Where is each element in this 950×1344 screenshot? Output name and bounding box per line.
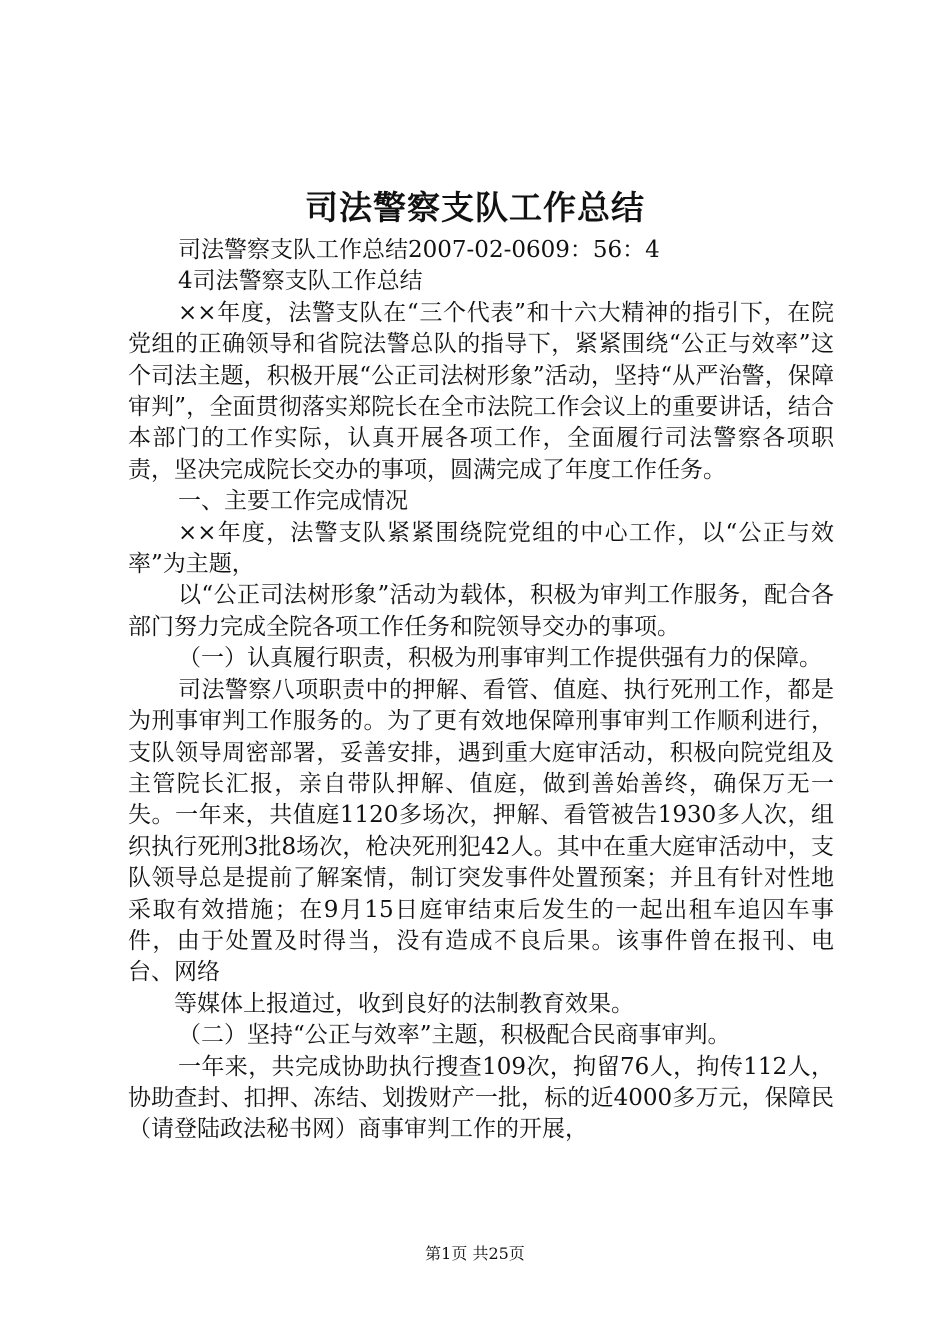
paragraph-civil-trial: 一年来，共完成协助执行搜查109次，拘留76人，拘传112人，协助查封、扣押、冻结、划拨财产一批，标的近4000多万元，保障民（请登陆政法秘书网）商事审判工作的开展， xyxy=(128,1053,834,1143)
paragraph-header-continuation: 4司法警察支队工作总结 xyxy=(178,268,423,295)
page-footer: 第1页 共25页 xyxy=(425,1244,525,1263)
paragraph-criminal-trial: 司法警察八项职责中的押解、看管、值庭、执行死刑工作，都是为刑事审判工作服务的。为了更有效地保障刑事审判工作顺利进行，支队领导周密部署，妥善安排，遇到重大庭审活动，积极向院党组及主管院长汇报，亲自带队押解、值庭，做到善始善终，确保万无一失。一年来，共值庭1120多场次，押解、看管被告1930多人次，组织执行死刑3批8场次，枪决死刑犯42人。其中在重大庭审活动中，支队领导总是提前了解案情，制订突发事件处置预案；并且有针对性地采取有效措施；在9月15日庭审结束后发生的一起出租车追囚车事件，由于处置及时得当，没有造成不良后果。该事件曾在报刊、电台、网络 xyxy=(128,676,834,986)
subheading-1: （一）认真履行职责，积极为刑事审判工作提供强有力的保障。 xyxy=(178,645,822,672)
paragraph-section-intro: ××年度，法警支队紧紧围绕院党组的中心工作，以“公正与效率”为主题， xyxy=(128,519,834,578)
subheading-2: （二）坚持“公正与效率”主题，积极配合民商事审判。 xyxy=(178,1022,731,1049)
paragraph-intro: ××年度，法警支队在“三个代表”和十六大精神的指引下，在院党组的正确领导和省院法警总队的指导下，紧紧围绕“公正与效率”这个司法主题，积极开展“公正司法树形象”活动，坚持“从严治警，保障审判”，全面贯彻落实郑院长在全市法院工作会议上的重要讲话，结合本部门的工作实际，认真开展各项工作，全面履行司法警察各项职责，坚决完成院长交办的事项，圆满完成了年度工作任务。 xyxy=(128,299,834,483)
document-body xyxy=(128,235,834,1146)
section-heading-1: 一、主要工作完成情况 xyxy=(178,488,408,515)
document-title: 司法警察支队工作总结 xyxy=(305,188,645,227)
paragraph-section-intro-cont: 以“公正司法树形象”活动为载体，积极为审判工作服务，配合各部门努力完成全院各项工作任务和院领导交办的事项。 xyxy=(128,582,834,640)
paragraph-header-line: 司法警察支队工作总结2007-02-0609：56：4 xyxy=(178,237,660,263)
paragraph-criminal-trial-cont: 等媒体上报道过，收到良好的法制教育效果。 xyxy=(174,990,634,1017)
